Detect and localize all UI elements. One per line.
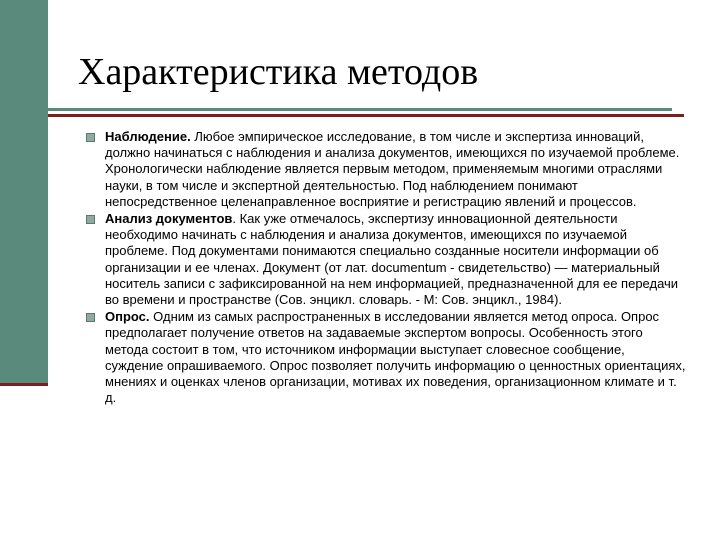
item-term: Опрос. [105, 309, 150, 325]
item-term: Анализ документов [105, 211, 233, 227]
side-accent-line [0, 383, 48, 386]
list-item-observation [86, 129, 686, 210]
title-rule-red [48, 114, 684, 117]
side-decor-bar [0, 0, 48, 383]
list-item-document-analysis [86, 211, 686, 308]
title-rule-green [48, 108, 672, 111]
bullet-list [86, 129, 686, 407]
list-item-survey [86, 309, 686, 406]
square-bullet-icon [86, 133, 95, 142]
item-text: Одним из самых распространенных в исследовании является метод опроса. Опрос предполагает получение ответов на задаваемые экспертом вопросы. Особенность этого метода состоит в том, что источником информации выступает словесное сообщение, суждение опрашиваемого. Опрос позволяет получить информацию о ценностных ориентациях, мнениях и оценках членов организации, мотивах их поведения, организационном климате и т. д. [105, 309, 686, 406]
square-bullet-icon [86, 215, 95, 224]
item-text: . Как уже отмечалось, экспертизу инновационной деятельности необходимо начинать с наблюдения и анализа документов, имеющихся по изучаемой проблеме. Под документами понимаются специально созданные носители информации об организации и ее членах. Документ (от лат. documentum - свидетельство) — материальный носитель записи с зафиксированной на нем информацией, предназначенной для ее передачи во времени и пространстве (Сов. энцикл. словарь. - М: Сов. энцикл., 1984). [105, 211, 679, 308]
square-bullet-icon [86, 313, 95, 322]
slide-title: Характеристика методов [78, 51, 479, 93]
item-text: Любое эмпирическое исследование, в том числе и экспертиза инноваций, должно начинаться с наблюдения и анализа документов, имеющихся по изучаемой проблеме. Хронологически наблюдение является первым методом, применяемым многими отраслями науки, в том числе и экспертной деятельностью. Под наблюдением понимают непосредственное целенаправленное восприятие и регистрацию явлений и процессов. [105, 129, 680, 209]
item-term: Наблюдение. [105, 129, 191, 144]
